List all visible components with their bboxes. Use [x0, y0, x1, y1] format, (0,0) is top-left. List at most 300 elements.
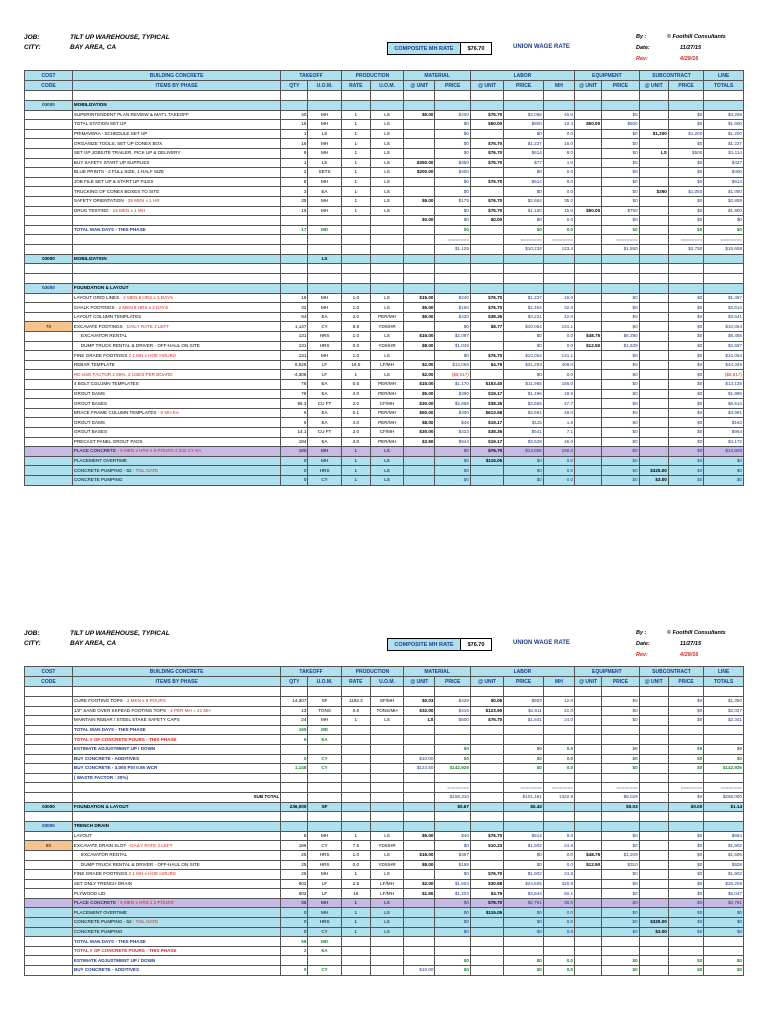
empty-cell	[404, 822, 435, 832]
line-total	[704, 254, 744, 264]
empty-cell	[370, 744, 403, 754]
equipment-price: $1,550	[602, 244, 640, 254]
item-name: BUY SAFETY START UP SUPPLIES	[73, 159, 150, 165]
equipment-price: $0	[602, 466, 640, 476]
material-price: $0	[435, 744, 470, 754]
empty-cell	[575, 725, 602, 735]
subcontract-price	[668, 735, 703, 745]
line-total: $3,268	[704, 110, 744, 120]
item-name: EXCAVATE FOOTINGS	[73, 323, 123, 329]
labor-price: $3,528	[504, 437, 544, 447]
labor-price: $0	[504, 475, 544, 485]
uom-cell: LF	[308, 889, 341, 899]
equipment-unit	[575, 360, 602, 370]
empty-cell	[639, 812, 668, 822]
qty-cell: 16	[281, 120, 308, 130]
col-line: LINE	[704, 667, 744, 677]
prod-uom-cell: YDS/HR	[370, 322, 403, 332]
col-lab-unit: @ UNIT	[470, 81, 503, 91]
item-note: - 8 MH EA	[156, 410, 179, 416]
rate-cell: 0.1	[341, 408, 370, 418]
subcontract-unit	[639, 456, 668, 466]
empty-cell	[281, 822, 308, 832]
prod-uom-cell: LS	[370, 206, 403, 216]
labor-unit	[470, 341, 503, 351]
material-unit	[404, 177, 435, 187]
equipment-price: $0	[602, 380, 640, 390]
material-price	[435, 254, 470, 264]
mh-cell: 24.8	[543, 870, 574, 880]
empty-cell	[370, 284, 403, 294]
empty-cell	[341, 937, 370, 947]
cost-code	[25, 389, 73, 399]
cost-code	[25, 475, 73, 485]
material-price: $48	[435, 418, 470, 428]
qty-cell: 0	[281, 754, 308, 764]
col-sub-price: PRICE	[668, 677, 703, 687]
material-price: $0	[435, 466, 470, 476]
subcontract-price: $0	[668, 322, 703, 332]
equipment-price: $0	[602, 168, 640, 178]
col-lab-unit: @ UNIT	[470, 677, 503, 687]
prod-uom-cell: LS	[370, 850, 403, 860]
qty-cell: 131	[281, 332, 308, 342]
line-total: $508	[704, 860, 744, 870]
composite-label: COMPOSITE MH RATE	[388, 43, 461, 54]
labor-unit: $8.77	[470, 322, 503, 332]
empty-cell	[341, 735, 370, 745]
labor-price: $3,068	[504, 110, 544, 120]
subcontract-unit	[639, 408, 668, 418]
qty-cell: 0	[281, 908, 308, 918]
item-description	[72, 139, 280, 149]
equipment-unit	[575, 831, 602, 841]
uom-cell: CY	[308, 966, 341, 976]
col-line: LINE	[704, 71, 744, 81]
empty-cell	[404, 802, 435, 812]
mh-cell	[543, 937, 574, 947]
empty-cell	[668, 812, 703, 822]
table-row	[25, 447, 744, 457]
equipment-unit	[575, 408, 602, 418]
phase-summary-label: TOTAL MAN DAYS - THIS PHASE	[72, 937, 280, 947]
equipment-unit: $12.50	[575, 860, 602, 870]
table-row	[25, 274, 744, 284]
equipment-price: $0	[602, 129, 640, 139]
material-unit	[404, 120, 435, 130]
subcontract-unit	[639, 428, 668, 438]
empty-cell	[639, 966, 668, 976]
empty-cell	[639, 284, 668, 294]
mh-cell: 35.0	[543, 196, 574, 206]
material-unit	[404, 937, 435, 947]
subcontract-unit	[639, 870, 668, 880]
labor-price: $3,844	[504, 889, 544, 899]
line-total: $8,488	[704, 332, 744, 342]
equipment-price: ========	[602, 235, 640, 245]
empty-cell	[308, 101, 341, 111]
mh-cell: 46.0	[543, 437, 574, 447]
empty-cell	[370, 687, 403, 697]
material-unit: $8.00	[404, 418, 435, 428]
subcontract-price: $1,200	[668, 129, 703, 139]
labor-unit: $76.70	[470, 293, 503, 303]
subcontract-price: $0	[668, 456, 703, 466]
subcontract-unit	[639, 908, 668, 918]
equipment-price: $0	[602, 898, 640, 908]
subcontract-unit: $1,200	[639, 129, 668, 139]
item-description	[72, 889, 280, 899]
material-unit: $1.50	[404, 889, 435, 899]
empty-cell	[470, 101, 503, 111]
mh-cell: 0.0	[543, 456, 574, 466]
empty-cell	[543, 264, 574, 274]
empty-cell	[575, 946, 602, 956]
equipment-unit	[575, 428, 602, 438]
rate-cell: 4.0	[341, 418, 370, 428]
cost-code: 03000	[25, 101, 73, 111]
uom-cell: LS	[308, 158, 341, 168]
empty-cell	[470, 735, 503, 745]
uom-cell: MD	[308, 725, 341, 735]
union-wage-label: UNION WAGE RATE	[513, 44, 570, 50]
line-total: $10,054	[704, 322, 744, 332]
item-description	[72, 447, 280, 457]
table-row	[25, 380, 744, 390]
col-takeoff: TAKEOFF	[281, 667, 341, 677]
item-description	[72, 360, 280, 370]
mh-cell: 48.0	[543, 408, 574, 418]
line-total: ========	[704, 235, 744, 245]
qty-cell: 36	[281, 898, 308, 908]
labor-price: $1,841	[504, 716, 544, 726]
equipment-price: $0	[602, 293, 640, 303]
equipment-unit	[575, 158, 602, 168]
item-name: LAYOUT COLUMN TEMPLATES	[73, 314, 142, 320]
mh-cell: 131.1	[543, 322, 574, 332]
empty-cell	[404, 783, 435, 793]
empty-cell	[370, 937, 403, 947]
material-unit: $5.00	[404, 303, 435, 313]
empty-cell	[404, 792, 435, 802]
rate-cell: 1.0	[341, 351, 370, 361]
labor-unit: $0.06	[470, 697, 503, 707]
subcontract-price: $0	[668, 408, 703, 418]
footer-title: FOUNDATION & LAYOUT	[72, 802, 280, 812]
equipment-price: $0	[602, 148, 640, 158]
qty-cell: 84	[281, 312, 308, 322]
item-description	[72, 216, 280, 226]
equipment-price: $0	[602, 456, 640, 466]
material-price: $175	[435, 196, 470, 206]
table-row	[25, 370, 744, 380]
line-total: $427	[704, 158, 744, 168]
empty-cell	[668, 91, 703, 101]
prod-uom-cell: LS	[370, 898, 403, 908]
item-name: PLACEMENT OVERTIME	[73, 458, 128, 464]
empty-cell	[25, 946, 73, 956]
line-total: $1,200	[704, 129, 744, 139]
mh-cell: 1322.9	[543, 792, 574, 802]
empty-cell	[370, 725, 403, 735]
material-price: $0	[435, 225, 470, 235]
table-row	[25, 91, 744, 101]
item-name: EXCAVATE DRAIN SLOT	[73, 842, 127, 848]
empty-cell	[341, 244, 370, 254]
phase-summary-label: TOTAL # OF CONCRETE POURS - THIS PHASE	[72, 735, 280, 745]
subcontract-unit	[639, 168, 668, 178]
qty-cell: 78	[281, 389, 308, 399]
equipment-price: $0	[602, 225, 640, 235]
material-unit	[404, 148, 435, 158]
table-header	[25, 667, 744, 687]
equipment-price: $0	[602, 370, 640, 380]
empty-cell	[504, 264, 544, 274]
table-row	[25, 216, 744, 226]
empty-cell	[470, 802, 503, 812]
col-sub-unit: @ UNIT	[639, 677, 668, 687]
cost-code	[25, 158, 73, 168]
empty-cell	[341, 284, 370, 294]
empty-cell	[639, 254, 668, 264]
cost-code	[25, 428, 73, 438]
empty-cell	[308, 244, 341, 254]
item-name: BLUE PRINTS - 2 FULL SIZE, 1 HALF SIZE	[73, 169, 165, 175]
uom-cell: CU FT	[308, 399, 341, 409]
empty-cell	[639, 235, 668, 245]
labor-unit: $19.17	[470, 389, 503, 399]
equipment-unit	[575, 898, 602, 908]
labor-price: $1,902	[504, 870, 544, 880]
labor-unit: $613.58	[470, 408, 503, 418]
line-total: ========	[704, 783, 744, 793]
equipment-price: $0	[602, 177, 640, 187]
item-name: GROUT BASES	[73, 400, 108, 406]
cost-code	[25, 870, 73, 880]
subcontract-unit	[639, 418, 668, 428]
qty-cell: 24	[281, 716, 308, 726]
prod-uom-cell: LS	[370, 475, 403, 485]
city-value: BAY AREA, CA	[70, 640, 117, 647]
material-unit: $5.00	[404, 389, 435, 399]
page-header	[24, 626, 744, 666]
material-unit	[404, 475, 435, 485]
empty-cell	[504, 274, 544, 284]
cost-code: 60	[25, 841, 73, 851]
material-unit: $10.00	[404, 966, 435, 976]
qty-cell: 78	[281, 380, 308, 390]
empty-cell	[575, 225, 602, 235]
rate-cell: 1	[341, 120, 370, 130]
material-price: $13,056	[435, 360, 470, 370]
line-total: $26,209	[704, 879, 744, 889]
subcontract-price: ========	[668, 783, 703, 793]
subcontract-unit	[639, 293, 668, 303]
rate-cell: 2.0	[341, 399, 370, 409]
equipment-unit	[575, 148, 602, 158]
uom-cell: LS	[308, 129, 341, 139]
empty-cell	[668, 284, 703, 294]
mh-cell: 408.0	[543, 360, 574, 370]
equipment-unit	[575, 447, 602, 457]
item-description	[72, 850, 280, 860]
labor-price: $541	[504, 428, 544, 438]
item-name: MAINTAIN REBAR / STEEL STAKE SAFETY CAPS	[73, 717, 180, 723]
labor-unit: $123.90	[470, 706, 503, 716]
line-total: $0	[704, 466, 744, 476]
uom-cell: EA	[308, 735, 341, 745]
item-name: PRECAST PANEL GROUT PADS	[73, 438, 143, 444]
prod-uom-cell: LS	[370, 293, 403, 303]
item-name: BRACE FRAME COLUMN TEMPLATES	[73, 410, 157, 416]
qty-cell: 16	[281, 139, 308, 149]
uom-cell: EA	[308, 408, 341, 418]
equipment-price: $0	[602, 956, 640, 966]
empty-cell	[341, 254, 370, 264]
table-row	[25, 235, 744, 245]
material-price	[435, 773, 470, 783]
labor-unit: $38.35	[470, 312, 503, 322]
material-unit	[404, 447, 435, 457]
mh-cell: 36.0	[543, 898, 574, 908]
mh-cell	[543, 946, 574, 956]
empty-cell	[470, 264, 503, 274]
item-description	[72, 716, 280, 726]
equipment-price: $1,209	[602, 850, 640, 860]
line-total: $3,641	[704, 312, 744, 322]
equipment-price: $0	[602, 831, 640, 841]
empty-cell	[281, 783, 308, 793]
empty-cell	[602, 91, 640, 101]
subcontract-price: $0	[668, 312, 703, 322]
empty-cell	[470, 754, 503, 764]
empty-cell	[504, 91, 544, 101]
equipment-unit	[575, 216, 602, 226]
subcontract-unit	[639, 332, 668, 342]
item-description	[72, 428, 280, 438]
job-label: JOB:	[24, 630, 40, 637]
empty-cell	[25, 937, 73, 947]
section-title: MOBILIZATION	[72, 101, 280, 111]
col-subcontract: SUBCONTRACT	[639, 667, 704, 677]
cost-code	[25, 860, 73, 870]
mh-cell: 0.0	[543, 332, 574, 342]
line-total: $2,761	[704, 898, 744, 908]
rate-cell: 1	[341, 870, 370, 880]
prod-uom-cell: SF/MH	[370, 697, 403, 707]
empty-cell	[470, 783, 503, 793]
material-price: $2,097	[435, 332, 470, 342]
table-row	[25, 956, 744, 966]
equipment-price: ========	[602, 783, 640, 793]
material-unit	[404, 946, 435, 956]
material-price: ($8,617)	[435, 370, 470, 380]
item-description	[72, 456, 280, 466]
material-unit: $5.00	[404, 110, 435, 120]
mh-cell	[543, 773, 574, 783]
equipment-unit	[575, 418, 602, 428]
empty-cell	[575, 822, 602, 832]
mh-cell: 0.0	[543, 225, 574, 235]
empty-cell	[668, 822, 703, 832]
empty-cell	[639, 764, 668, 774]
labor-unit	[470, 927, 503, 937]
estimate-table	[24, 666, 744, 976]
line-total: $142,926	[704, 764, 744, 774]
subcontract-unit	[639, 216, 668, 226]
subcontract-price: $0	[668, 168, 703, 178]
empty-cell	[341, 235, 370, 245]
empty-cell	[72, 687, 280, 697]
job-value: TILT UP WAREHOUSE, TYPICAL	[70, 34, 170, 41]
material-price: $0	[435, 898, 470, 908]
labor-price: $800	[504, 120, 544, 130]
prod-uom-cell: LS	[370, 110, 403, 120]
table-row	[25, 908, 744, 918]
item-description	[72, 860, 280, 870]
qty-cell: 131	[281, 341, 308, 351]
subcontract-unit	[639, 312, 668, 322]
item-description	[72, 322, 280, 332]
empty-cell	[25, 235, 73, 245]
mh-cell: 0.0	[543, 850, 574, 860]
empty-cell	[639, 937, 668, 947]
empty-cell	[308, 91, 341, 101]
uom-cell: EA	[308, 380, 341, 390]
item-name: JOB FILE SET UP & START UP FILES	[73, 179, 154, 185]
labor-unit: $19.17	[470, 418, 503, 428]
empty-cell	[25, 274, 73, 284]
item-description	[72, 918, 280, 928]
cost-code	[25, 437, 73, 447]
material-price: $0	[435, 120, 470, 130]
empty-cell	[504, 822, 544, 832]
cost-code	[25, 110, 73, 120]
phase-summary-label: BUY CONCRETE - ADDITIVES	[72, 754, 280, 764]
equipment-price: $0	[602, 716, 640, 726]
table-row	[25, 303, 744, 313]
material-price: $423	[435, 428, 470, 438]
empty-cell	[25, 225, 73, 235]
empty-cell	[470, 235, 503, 245]
material-price: $142,926	[435, 764, 470, 774]
table-row	[25, 244, 744, 254]
col-cost: COST	[25, 71, 73, 81]
table-row	[25, 870, 744, 880]
labor-price: $614	[504, 177, 544, 187]
material-unit	[404, 456, 435, 466]
cost-code	[25, 196, 73, 206]
empty-cell	[281, 687, 308, 697]
col-bc2: ITEMS BY PHASE	[72, 677, 280, 687]
material-price	[435, 937, 470, 947]
labor-price: $0	[504, 466, 544, 476]
uom-cell	[308, 216, 341, 226]
empty-cell	[435, 91, 470, 101]
table-row	[25, 206, 744, 216]
cost-code	[25, 898, 73, 908]
table-row	[25, 254, 744, 264]
mh-cell	[543, 725, 574, 735]
empty-cell	[704, 101, 744, 111]
table-row	[25, 966, 744, 976]
item-description	[72, 129, 280, 139]
equipment-unit	[575, 399, 602, 409]
mh-cell: 0.0	[543, 927, 574, 937]
empty-cell	[602, 274, 640, 284]
table-row	[25, 831, 744, 841]
table-row	[25, 120, 744, 130]
